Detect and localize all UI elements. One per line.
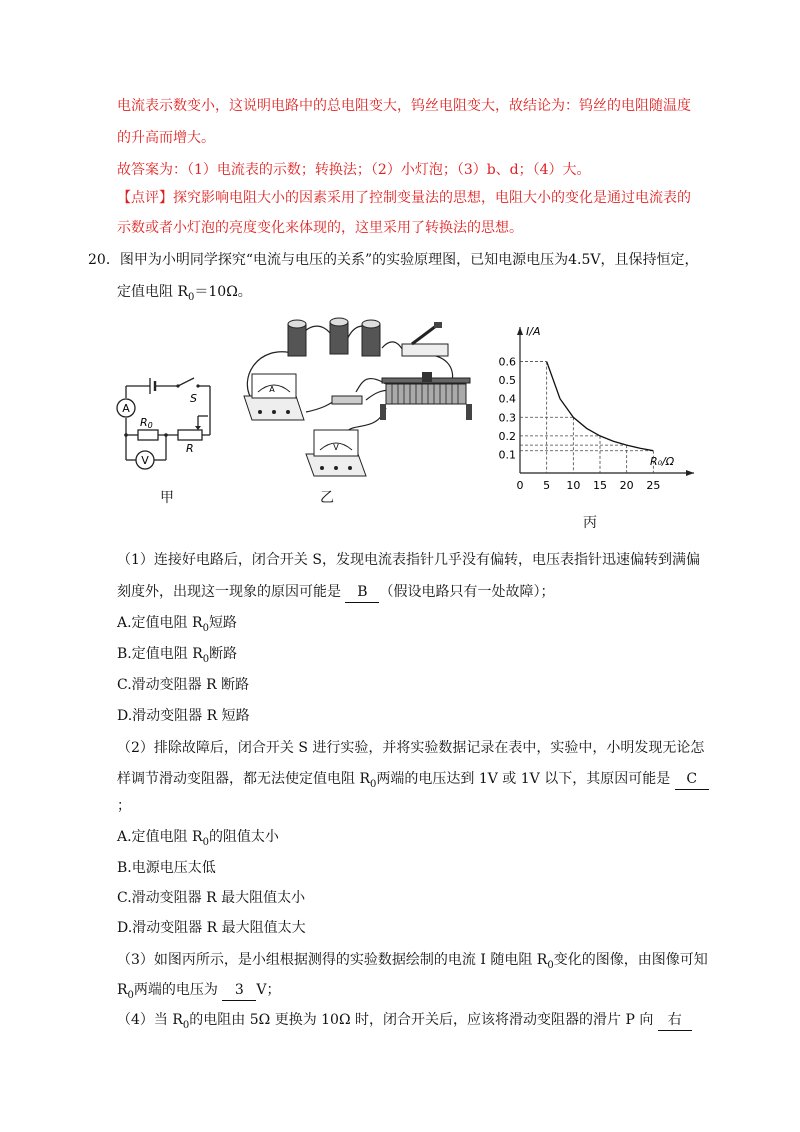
solution-answer: 故答案为：（1）电流表的示数；转换法；（2）小灯泡；（3）b、d；（4）大。 — [117, 162, 591, 178]
ammeter-device — [244, 374, 304, 420]
question-stem-text: 图甲为小明同学探究“电流与电压的关系”的实验原理图，已知电源电压为4.5V，且保持恒定， — [119, 252, 699, 268]
y-tick-label: 0.1 — [498, 448, 516, 462]
comment-line-2: 示数或者小灯泡的亮度变化来体现的，这里采用了转换法的思想。 — [117, 220, 523, 236]
q1-option-a: A.定值电阻 $R_0$短路 — [117, 615, 237, 634]
x-tick-label: 25 — [646, 479, 661, 492]
q2-option-b: B.电源电压太低 — [117, 860, 216, 876]
y-tick-label: 0.6 — [498, 355, 516, 369]
q3-line-2: $R_0$两端的电压为 3 V； — [117, 982, 281, 1001]
q3-answer-blank: 3 — [222, 980, 256, 1001]
x-axis-arrow — [686, 470, 694, 476]
y-tick-label: 0.3 — [498, 411, 516, 425]
r-label: R — [186, 442, 194, 455]
x-tick-label: 20 — [619, 479, 634, 492]
figure-bing-caption: 丙 — [583, 515, 597, 531]
q2-line-3: ； — [117, 798, 131, 814]
q3-line-1: （3）如图丙所示，是小组根据测得的实验数据绘制的电流 I 随电阻 $R_0$变化的图像，由图像可知 — [117, 952, 708, 971]
y-tick-label: 0.2 — [498, 429, 516, 443]
ammeter-device-label: A — [269, 385, 275, 394]
question-stem-1 — [88, 250, 699, 270]
q2-answer-blank: C — [675, 769, 709, 790]
y-tick-label: 0.5 — [498, 374, 516, 388]
voltmeter-device — [306, 430, 366, 476]
q1-option-c: C.滑动变阻器 R 断路 — [117, 677, 250, 693]
figure-jia-circuit — [108, 372, 218, 472]
stem2-post: ＝10Ω。 — [194, 284, 252, 300]
x-tick-label: 0 — [516, 479, 524, 492]
q2-option-c: C.滑动变阻器 R 最大阻值太小 — [117, 890, 306, 906]
knife-switch — [402, 322, 448, 356]
r0-label: R0 — [140, 416, 153, 430]
ammeter-label: A — [122, 402, 130, 415]
q4-line-1: （4）当 $R_0$的电阻由 5Ω 更换为 10Ω 时，闭合开关后，应该将滑动变阻器的滑片 P 向 右 — [117, 1010, 692, 1036]
q2-line-2: 样调节滑动变阻器，都无法使定值电阻 $R_0$两端的电压达到 1V 或 1V 以下，其原因可能是 C — [117, 769, 709, 795]
q1-option-b: B.定值电阻 $R_0$断路 — [117, 646, 238, 665]
q2-line-1: （2）排除故障后，闭合开关 S 进行实验，并将实验数据记录在表中，实验中，小明发现无论怎 — [117, 740, 705, 756]
voltmeter-label: V — [141, 454, 149, 467]
x-tick-label: 5 — [543, 479, 551, 492]
question-stem-2 — [117, 282, 252, 308]
figure-yi-caption: 乙 — [320, 490, 334, 506]
x-tick-label: 10 — [566, 479, 581, 492]
rheostat-device — [380, 372, 472, 420]
figure-bing-chart — [492, 318, 702, 498]
q1-option-d: D.滑动变阻器 R 短路 — [117, 708, 250, 724]
battery-group — [288, 318, 380, 356]
q1-line-1: （1）连接好电路后，闭合开关 S，发现电流表指针几乎没有偏转，电压表指针迅速偏转到满偏 — [117, 552, 700, 568]
x-tick-label: 15 — [593, 479, 607, 492]
comment-line-1 — [117, 188, 691, 208]
q4-answer-blank: 右 — [658, 1010, 692, 1031]
q2-option-d: D.滑动变阻器 R 最大阻值太大 — [117, 920, 306, 936]
voltmeter-device-label: V — [333, 443, 339, 452]
figure-jia-caption: 甲 — [160, 490, 174, 506]
y-tick-label: 0.4 — [498, 392, 516, 406]
comment-tag: 【点评】 — [117, 190, 173, 206]
question-number: 20． — [88, 252, 120, 268]
q1-line-2 — [117, 582, 554, 603]
figure-yi-apparatus — [236, 312, 476, 484]
solution-line-2: 的升高而增大。 — [117, 130, 215, 146]
q1-answer-blank: B — [345, 582, 379, 603]
comment-text-1: 探究影响电阻大小的因素采用了控制变量法的思想，电阻大小的变化是通过电流表的 — [173, 190, 691, 206]
stem2-pre: 定值电阻 R — [117, 284, 188, 300]
q1-text2-post: （假设电路只有一处故障）； — [379, 584, 555, 600]
solution-line-1: 电流表示数变小，这说明电路中的总电阻变大，钨丝电阻变大，故结论为：钨丝的电阻随温度 — [117, 98, 691, 114]
y-axis-label: I/A — [526, 325, 541, 338]
stem2-sub: 0 — [188, 291, 195, 303]
x-axis-label: R₀/Ω — [650, 455, 675, 468]
q1-text2-pre: 刻度外，出现这一现象的原因可能是 — [117, 584, 341, 600]
switch-label: S — [190, 392, 197, 405]
y-axis-arrow — [517, 327, 523, 335]
q2-option-a: A.定值电阻 $R_0$的阻值太小 — [117, 829, 279, 848]
